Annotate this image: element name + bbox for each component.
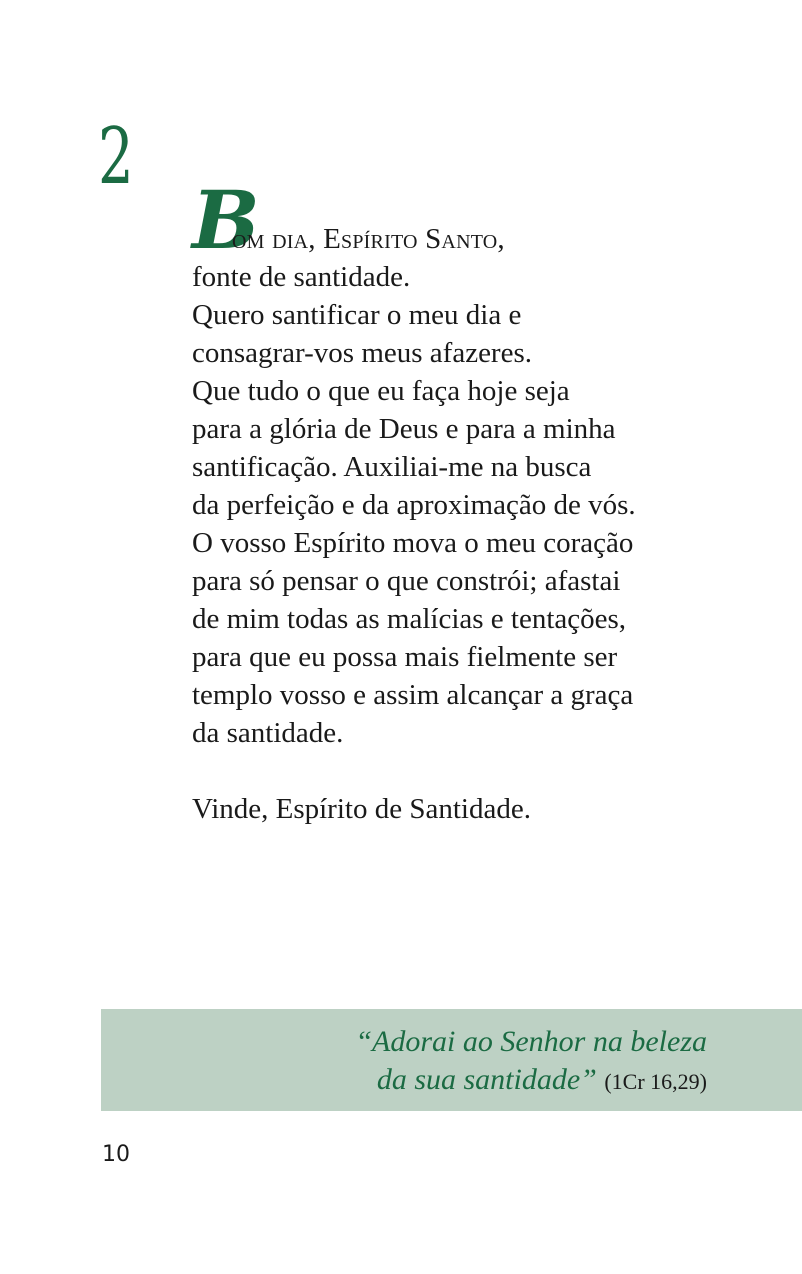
prayer-line: fonte de santidade.	[192, 261, 411, 293]
prayer-line: O vosso Espírito mova o meu coração	[192, 527, 634, 559]
prayer-opening: om dia, Espírito Santo,	[232, 223, 505, 255]
prayer-line: Que tudo o que eu faça hoje seja	[192, 375, 570, 407]
prayer-first-line	[192, 173, 792, 267]
prayer-line: da santidade.	[192, 717, 344, 749]
prayer-line: consagrar-vos meus afazeres.	[192, 337, 532, 369]
prayer-line: da perfeição e da aproximação de vós.	[192, 489, 636, 521]
prayer-line: de mim todas as malícias e tentações,	[192, 603, 627, 635]
prayer-line: santificação. Auxiliai-me na busca	[192, 451, 592, 483]
quote-band	[101, 1009, 802, 1111]
chapter-number: 2	[98, 112, 134, 202]
prayer-text	[192, 173, 792, 828]
prayer-line: Quero santificar o meu dia e	[192, 299, 522, 331]
prayer-line: templo vosso e assim alcançar a graça	[192, 679, 634, 711]
prayer-closing: Vinde, Espírito de Santidade.	[192, 793, 531, 825]
prayer-line: para que eu possa mais fielmente ser	[192, 641, 618, 673]
quote-line-2-text: da sua santidade”	[376, 1063, 597, 1096]
prayer-line: para a glória de Deus e para a minha	[192, 413, 616, 445]
quote-line-2	[355, 1061, 707, 1101]
prayer-line: para só pensar o que constrói; afastai	[192, 565, 621, 597]
drop-cap: B	[192, 173, 260, 267]
quote-reference: (1Cr 16,29)	[604, 1069, 707, 1094]
bible-quote	[355, 1023, 707, 1101]
page-number: 10	[102, 1142, 130, 1167]
quote-line-1: “Adorai ao Senhor na beleza	[355, 1025, 707, 1058]
